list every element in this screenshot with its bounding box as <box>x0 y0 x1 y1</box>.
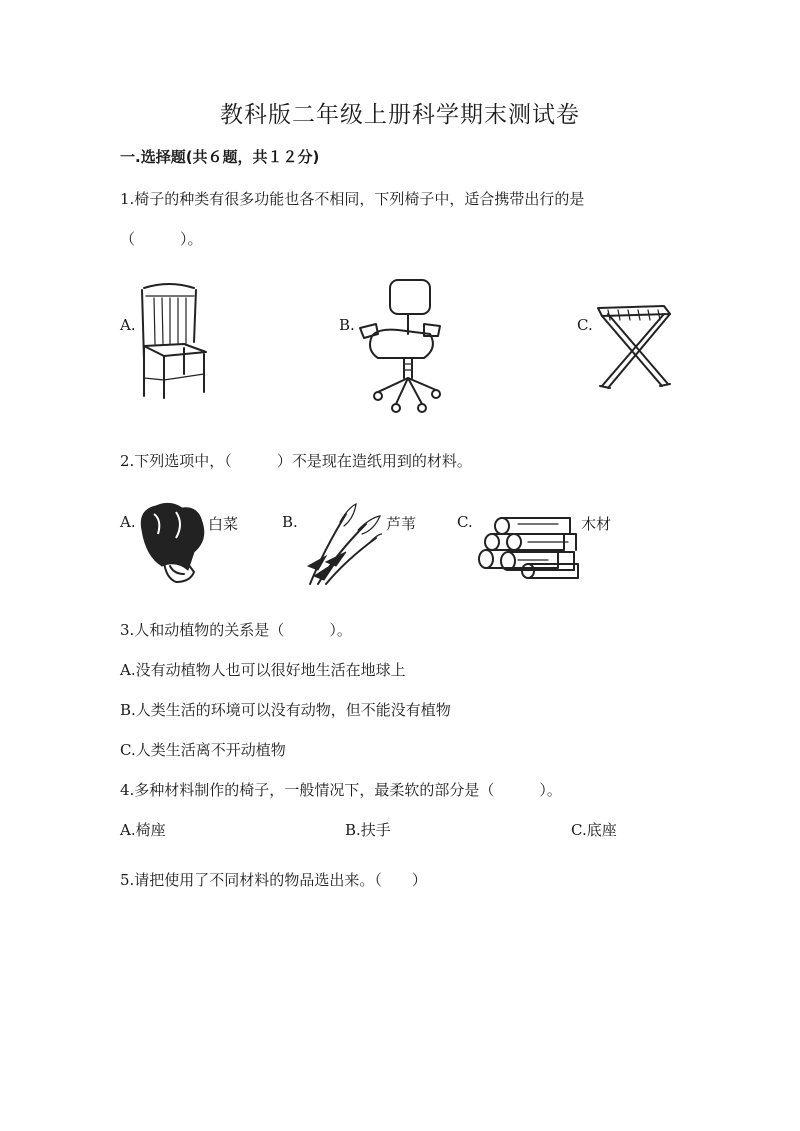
q2-option-c-name: 木材 <box>581 515 612 533</box>
q4-option-a: A.椅座 <box>120 821 166 839</box>
section-heading: 一.选择题(共６题，共１２分) <box>120 148 320 166</box>
cabbage-icon <box>136 500 208 590</box>
q2-option-b-name: 芦苇 <box>386 515 417 533</box>
q5-text: 5.请把使用了不同材料的物品选出来。（ ） <box>120 871 427 889</box>
office-swivel-chair-icon <box>358 278 442 422</box>
q1-option-b-label: B. <box>339 316 355 334</box>
folding-stool-icon <box>592 300 678 400</box>
q2-text: 2.下列选项中，（ ）不是现在造纸用到的材料。 <box>120 452 472 470</box>
q2-option-c-label: C. <box>457 513 473 531</box>
q4-text: 4.多种材料制作的椅子，一般情况下，最柔软的部分是（ ）。 <box>120 781 562 799</box>
wooden-chair-icon <box>134 282 214 404</box>
q4-option-b: B.扶手 <box>345 821 391 839</box>
q1-text-line2: （ ）。 <box>120 230 203 248</box>
q3-option-c: C.人类生活离不开动植物 <box>120 741 286 759</box>
q2-option-b-label: B. <box>282 513 298 531</box>
q4-option-c: C.底座 <box>571 821 617 839</box>
q1-option-a-label: A. <box>120 316 136 334</box>
q1-text-line1: 1.椅子的种类有很多功能也各不相同，下列椅子中，适合携带出行的是 <box>120 190 585 208</box>
q3-option-b: B.人类生活的环境可以没有动物，但不能没有植物 <box>120 701 451 719</box>
q2-option-a-label: A. <box>120 513 136 531</box>
page-title: 教科版二年级上册科学期末测试卷 <box>220 102 580 128</box>
q3-text: 3.人和动植物的关系是（ ）。 <box>120 621 352 639</box>
q2-option-a-name: 白菜 <box>208 515 239 533</box>
q1-option-c-label: C. <box>577 316 593 334</box>
reed-icon <box>296 500 382 590</box>
q3-option-a: A.没有动植物人也可以很好地生活在地球上 <box>120 661 406 679</box>
logs-icon <box>478 514 582 584</box>
